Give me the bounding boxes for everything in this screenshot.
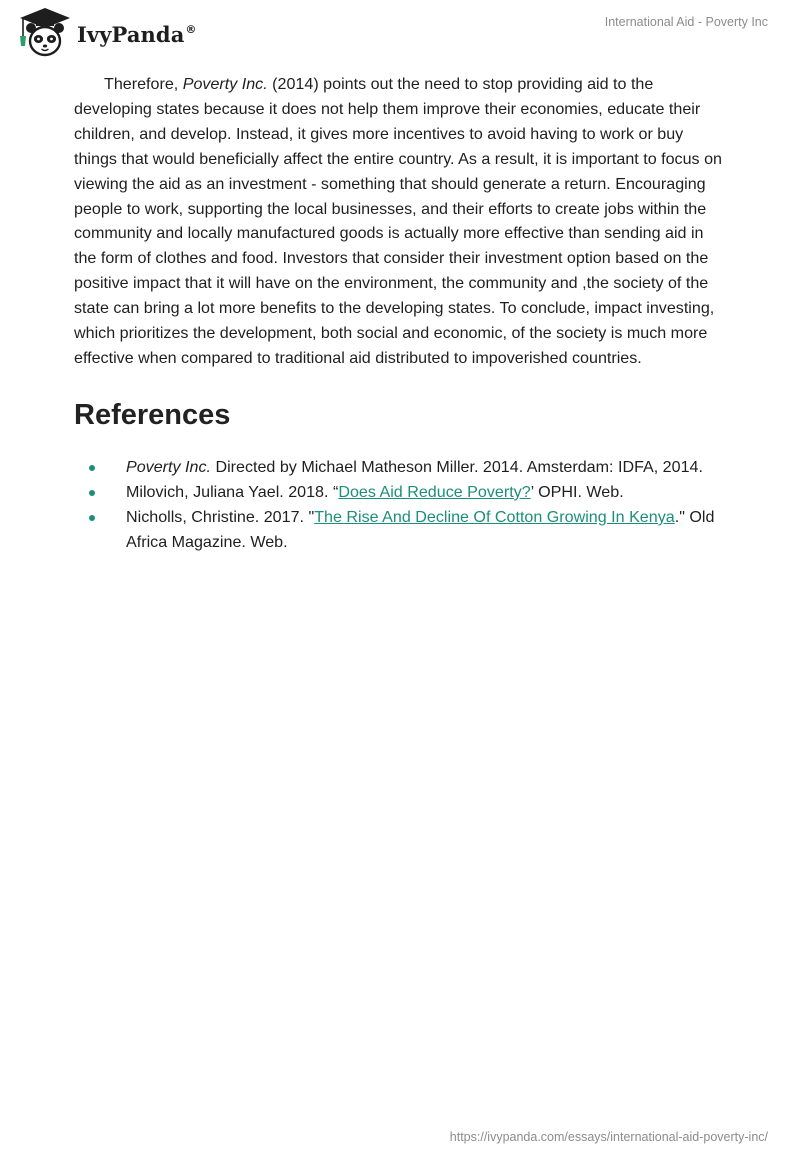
essay-content bbox=[74, 72, 726, 555]
ivypanda-logo[interactable] bbox=[14, 6, 197, 60]
document-title: International Aid - Poverty Inc bbox=[604, 15, 768, 29]
bullet-icon bbox=[89, 465, 95, 471]
footer-url[interactable]: https://ivypanda.com/essays/international-aid-poverty-inc/ bbox=[449, 1130, 768, 1144]
reference-title: Poverty Inc. bbox=[126, 457, 211, 476]
essay-paragraph bbox=[74, 72, 726, 371]
page-header bbox=[0, 0, 800, 62]
paragraph-lead: Therefore, bbox=[104, 75, 183, 93]
reference-item bbox=[74, 480, 726, 505]
bullet-icon bbox=[89, 515, 95, 521]
reference-suffix: ." Old Africa Magazine. Web. bbox=[126, 507, 715, 551]
panda-graduate-icon bbox=[14, 6, 76, 60]
reference-item bbox=[74, 505, 726, 555]
brand-name: IvyPanda® bbox=[77, 21, 197, 47]
film-title: Poverty Inc. bbox=[182, 75, 268, 93]
reference-suffix: ’ OPHI. Web. bbox=[530, 482, 624, 501]
reference-link-aid-poverty[interactable]: Does Aid Reduce Poverty? bbox=[338, 482, 531, 501]
reference-link-cotton-kenya[interactable]: The Rise And Decline Of Cotton Growing In Kenya bbox=[314, 507, 675, 526]
bullet-icon bbox=[89, 490, 95, 496]
paragraph-rest: (2014) points out the need to stop providing aid to the developing states because it does not help them improve their economies, educate their children, and develop. Instead, it gives more incentives to avoid having to work or buy things that would beneficially affect the entire country. As a result, it is important to focus on viewing the aid as an investment - something that should generate a return. Encouraging people to work, supporting the local businesses, and their efforts to create jobs within the community and locally manufactured goods is actually more effective than sending aid in the form of clothes and food. Investors that consider their investment option based on the positive impact that it will have on the environment, the community and ,the society of the state can bring a lot more benefits to the developing states. To conclude, impact investing, which prioritizes the development, both social and economic, of the society is much more effective when compared to traditional aid distributed to impoverished countries. bbox=[74, 75, 722, 367]
registered-mark: ® bbox=[185, 22, 197, 36]
reference-item bbox=[74, 455, 726, 480]
references-heading: References bbox=[74, 398, 231, 431]
references-list bbox=[74, 455, 726, 555]
reference-prefix: Milovich, Juliana Yael. 2018. “ bbox=[126, 482, 339, 501]
reference-text: Directed by Michael Matheson Miller. 2014. Amsterdam: IDFA, 2014. bbox=[210, 457, 703, 476]
reference-prefix: Nicholls, Christine. 2017. " bbox=[126, 507, 315, 526]
